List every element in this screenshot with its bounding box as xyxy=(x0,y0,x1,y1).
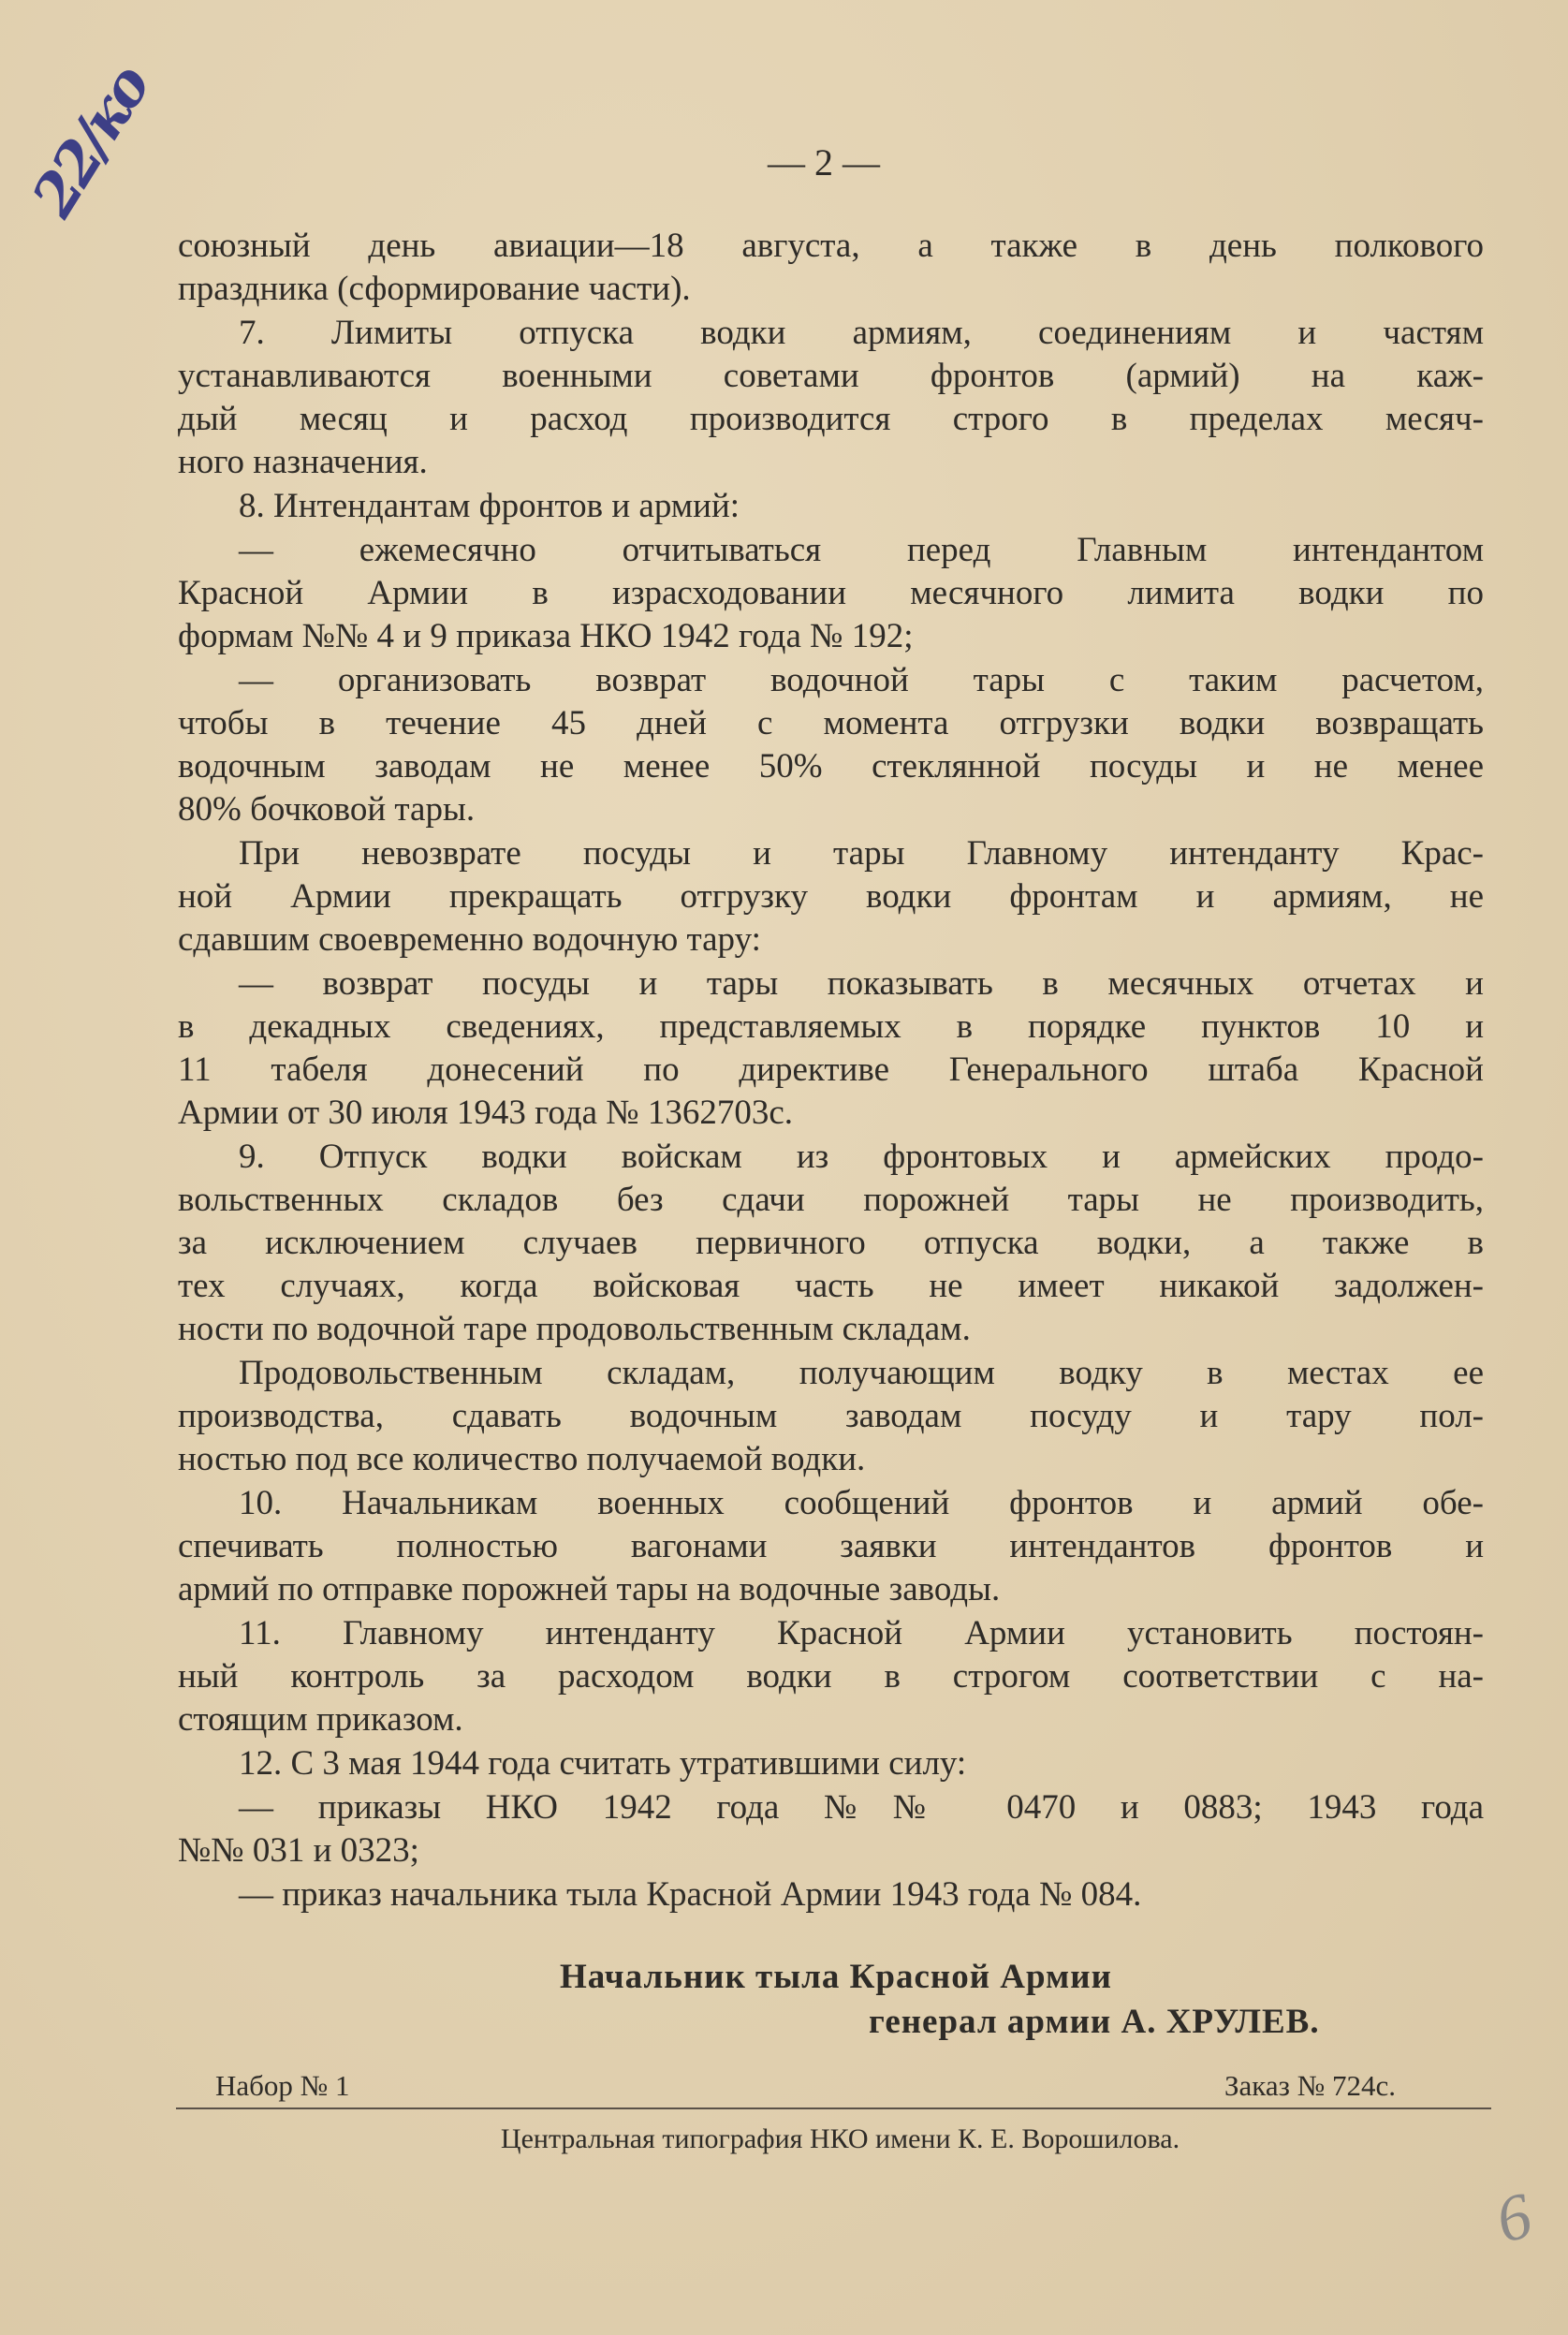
text-line: устанавливаются военными советами фронтов (армий) на каж- xyxy=(178,357,1484,395)
text-line: 9. Отпуск водки войскам из фронтовых и армейских продо- xyxy=(239,1138,1484,1176)
paragraph xyxy=(178,832,1484,962)
paragraph xyxy=(178,529,1484,658)
paragraph xyxy=(178,659,1484,831)
text-line: сдавшим своевременно водочную тару: xyxy=(178,920,761,959)
text-line: производства, сдавать водочным заводам посуду и тару пол- xyxy=(178,1397,1484,1435)
text-line: за исключением случаев первичного отпуска водки, а также в xyxy=(178,1224,1484,1262)
signature-title: Начальник тыла Красной Армии xyxy=(560,1958,1112,1996)
text-line: — приказы НКО 1942 года №№ 0470 и 0883; 1943 года xyxy=(239,1788,1484,1827)
text-line: ный контроль за расходом водки в строгом соответствии с на- xyxy=(178,1657,1484,1696)
text-line: 80% бочковой тары. xyxy=(178,790,476,829)
text-line: 10. Начальникам военных сообщений фронтов и армий обе- xyxy=(239,1484,1484,1522)
text-line: — ежемесячно отчитываться перед Главным интендантом xyxy=(239,531,1484,569)
text-line: формам №№ 4 и 9 приказа НКО 1942 года № 192; xyxy=(178,617,914,655)
paragraph xyxy=(178,1742,1484,1785)
text-line: 11. Главному интенданту Красной Армии установить постоян- xyxy=(239,1614,1484,1652)
text-line: №№ 031 и 0323; xyxy=(178,1831,419,1870)
text-line: вольственных складов без сдачи порожней тары не производить, xyxy=(178,1181,1484,1219)
paragraph xyxy=(178,1136,1484,1351)
signature-name: генерал армии А. ХРУЛЕВ. xyxy=(869,2003,1320,2041)
text-line: — возврат посуды и тары показывать в месячных отчетах и xyxy=(239,964,1484,1003)
text-line: Армии от 30 июля 1943 года № 1362703с. xyxy=(178,1094,794,1132)
text-line: союзный день авиации—18 августа, а также в день полкового xyxy=(178,227,1484,265)
text-line: в декадных сведениях, представляемых в порядке пунктов 10 и xyxy=(178,1007,1484,1046)
text-line: 11 табеля донесений по директиве Генерального штаба Красной xyxy=(178,1050,1484,1089)
text-line: 8. Интендантам фронтов и армий: xyxy=(239,487,740,525)
text-line: 7. Лимиты отпуска водки армиям, соединениям и частям xyxy=(239,314,1484,352)
text-line: дый месяц и расход производится строго в пределах месяч- xyxy=(178,400,1484,438)
text-line: праздника (сформирование части). xyxy=(178,270,691,308)
text-line: Красной Армии в израсходовании месячного лимита водки по xyxy=(178,574,1484,612)
text-line: ности по водочной таре продовольственным складам. xyxy=(178,1310,971,1348)
paragraph xyxy=(178,1873,1484,1916)
text-line: 12. С 3 мая 1944 года считать утратившими силу: xyxy=(239,1744,967,1783)
paragraph xyxy=(178,1482,1484,1611)
text-line: стоящим приказом. xyxy=(178,1700,463,1739)
paragraph xyxy=(178,225,1484,311)
paragraph xyxy=(178,1612,1484,1741)
handwritten-archive-mark: 22/ко xyxy=(19,54,163,228)
printer-imprint: Центральная типография НКО имени К. Е. Ворошилова. xyxy=(500,2123,1180,2154)
set-number: Набор № 1 xyxy=(215,2069,350,2102)
footer-divider xyxy=(176,2107,1491,2109)
document-body xyxy=(178,225,1484,1917)
text-line: армий по отправке порожней тары на водочные заводы. xyxy=(178,1570,1001,1608)
text-line: Продовольственным складам, получающим водку в местах ее xyxy=(239,1354,1484,1392)
text-line: спечивать полностью вагонами заявки интендантов фронтов и xyxy=(178,1527,1484,1565)
paragraph xyxy=(178,485,1484,528)
paragraph xyxy=(178,962,1484,1135)
text-line: ной Армии прекращать отгрузку водки фронтам и армиям, не xyxy=(178,877,1484,916)
page-number: — 2 — xyxy=(768,141,880,184)
pencil-folio-number: 6 xyxy=(1488,2179,1540,2258)
paragraph xyxy=(178,1786,1484,1872)
text-line: — приказ начальника тыла Красной Армии 1943 года № 084. xyxy=(239,1875,1142,1914)
text-line: При невозврате посуды и тары Главному интенданту Крас- xyxy=(239,834,1484,873)
text-line: водочным заводам не менее 50% стеклянной посуды и не менее xyxy=(178,747,1484,786)
text-line: — организовать возврат водочной тары с таким расчетом, xyxy=(239,661,1484,699)
paragraph xyxy=(178,1352,1484,1481)
text-line: ного назначения. xyxy=(178,443,428,481)
text-line: тех случаях, когда войсковая часть не имеет никакой задолжен- xyxy=(178,1267,1484,1305)
text-line: ностью под все количество получаемой водки. xyxy=(178,1440,866,1478)
paragraph xyxy=(178,312,1484,484)
text-line: чтобы в течение 45 дней с момента отгрузки водки возвращать xyxy=(178,704,1484,742)
order-number: Заказ № 724с. xyxy=(1224,2069,1396,2102)
